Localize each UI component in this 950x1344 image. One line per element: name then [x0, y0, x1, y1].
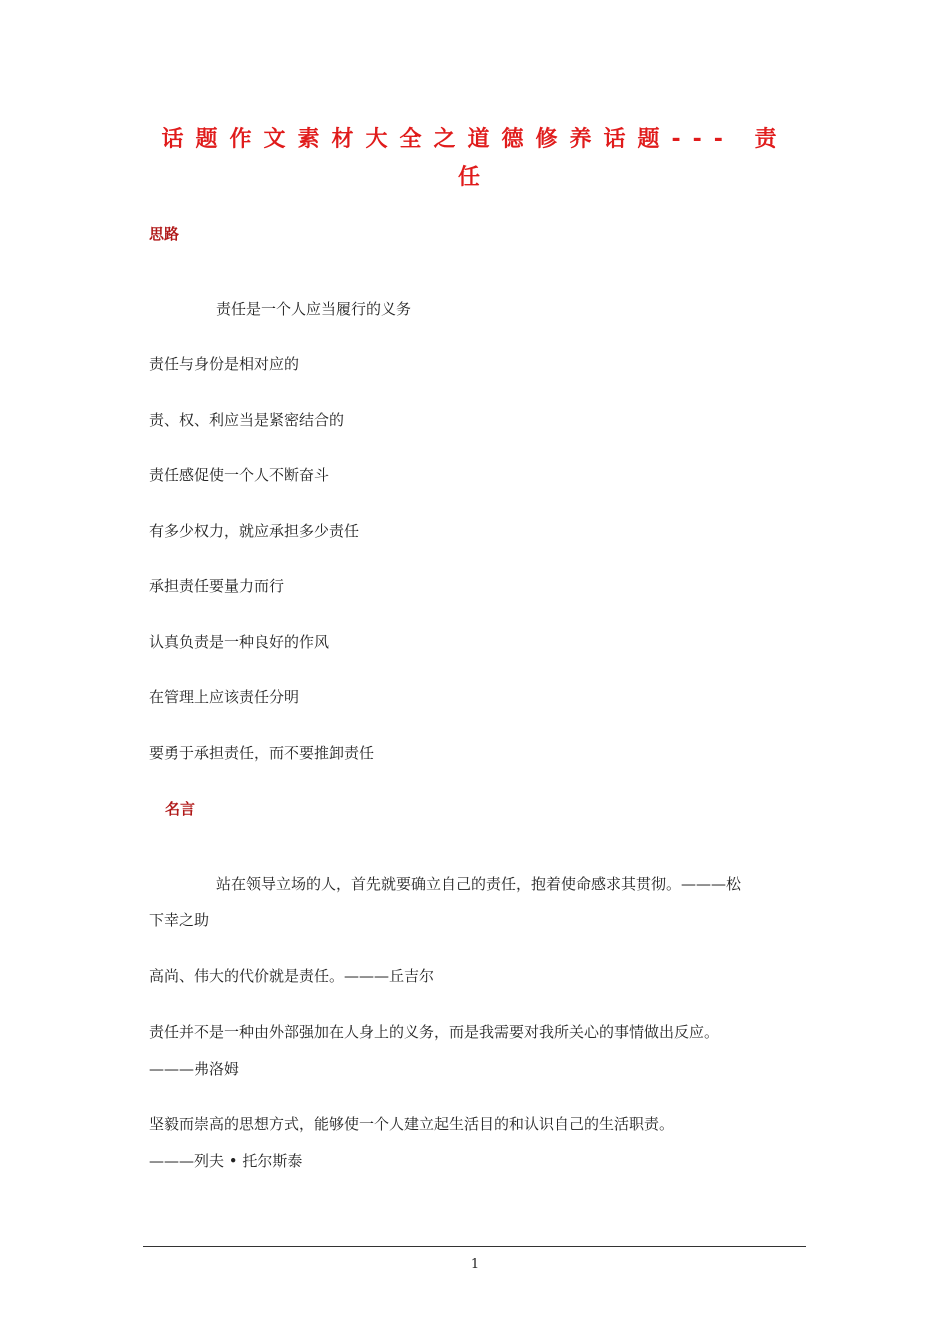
quote-text: 站在领导立场的人，首先就要确立自己的责任，抱着使命感求其贯彻。———松 [216, 875, 742, 893]
idea-item: 责、权、利应当是紧密结合的 [149, 411, 345, 429]
quote-text: 高尚、伟大的代价就是责任。———丘吉尔 [149, 967, 435, 985]
idea-item: 责任与身份是相对应的 [149, 355, 300, 373]
idea-item: 要勇于承担责任，而不要推卸责任 [149, 744, 375, 762]
quote-text: 责任并不是一种由外部强加在人身上的义务，而是我需要对我所关心的事情做出反应。 [149, 1023, 720, 1041]
idea-item: 有多少权力，就应承担多少责任 [149, 522, 360, 540]
document-title-line-1: 话题作文素材大全之道德修养话题--- 责 [161, 127, 789, 152]
idea-item: 责任感促使一个人不断奋斗 [149, 466, 330, 484]
idea-item: 认真负责是一种良好的作风 [149, 633, 330, 651]
page-number: 1 [470, 1257, 480, 1272]
quote-text: ———弗洛姆 [149, 1060, 240, 1078]
quote-text: 坚毅而崇高的思想方式，能够使一个人建立起生活目的和认识自己的生活职责。 [149, 1115, 675, 1133]
quote-text: 下幸之助 [149, 911, 210, 929]
footer-divider [143, 1246, 806, 1247]
idea-item: 责任是一个人应当履行的义务 [216, 300, 412, 318]
quote-text: ———列夫 • 托尔斯泰 [149, 1152, 303, 1170]
section-heading-quotes: 名言 [165, 800, 196, 818]
idea-item: 在管理上应该责任分明 [149, 688, 300, 706]
idea-item: 承担责任要量力而行 [149, 577, 285, 595]
document-title-line-2: 任 [457, 165, 492, 190]
section-heading-ideas: 思路 [149, 225, 180, 243]
